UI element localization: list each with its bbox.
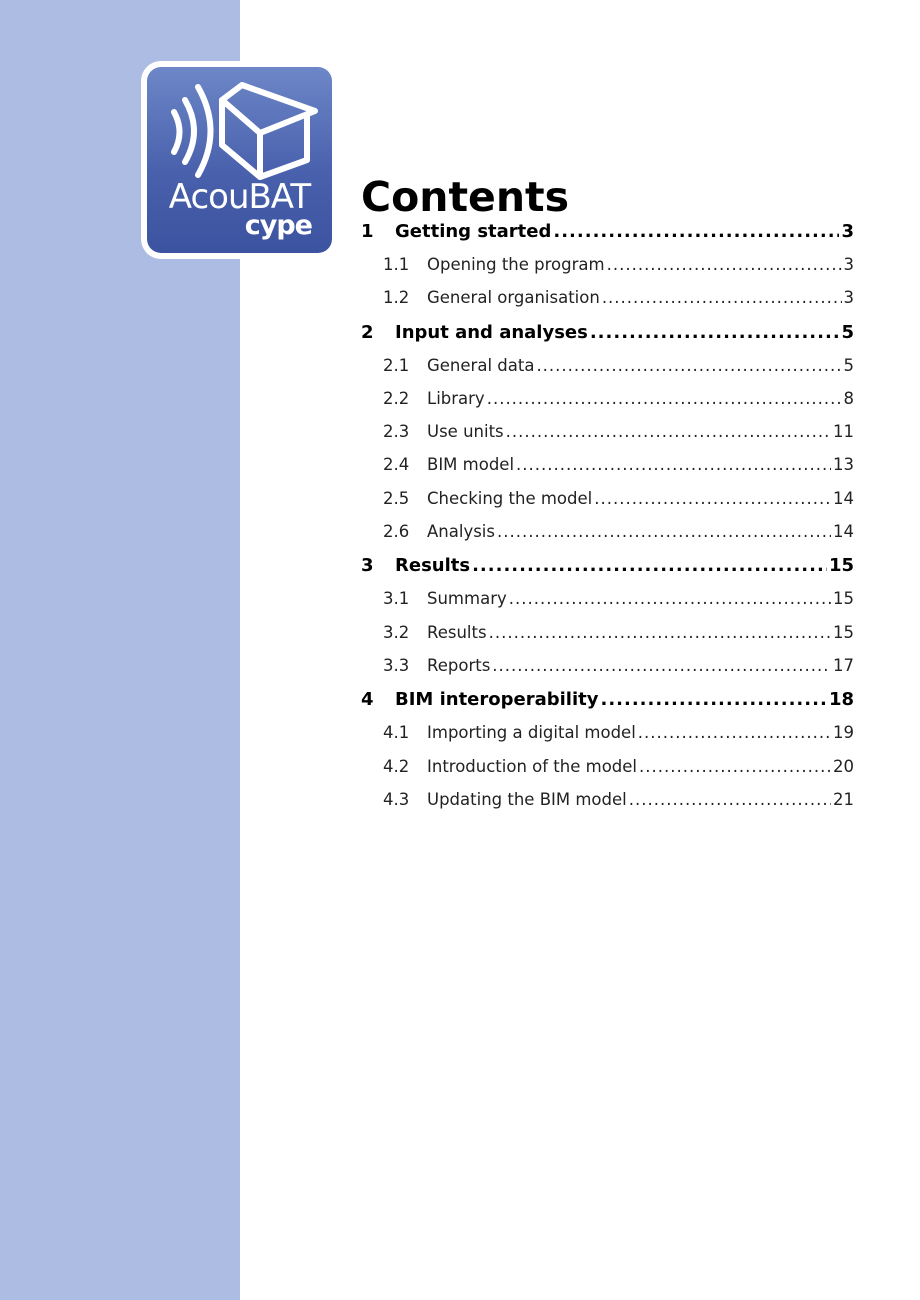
dot-leader xyxy=(489,623,831,642)
toc-chapter-entry[interactable] xyxy=(361,221,854,255)
toc-entry-number: 2.5 xyxy=(383,488,410,508)
toc-entry-number: 3.1 xyxy=(383,589,410,609)
dot-leader xyxy=(497,522,831,541)
toc-entry-number: 2 xyxy=(361,321,374,343)
toc-entry-number: 3.2 xyxy=(383,622,410,642)
toc-chapter-entry[interactable] xyxy=(361,555,854,589)
toc-section-entry[interactable] xyxy=(361,723,854,756)
toc-entry-label[interactable]: Getting started xyxy=(395,221,552,242)
toc-entry-page[interactable]: 14 xyxy=(833,488,854,508)
toc-entry-page[interactable]: 17 xyxy=(833,655,854,675)
toc-entry-label[interactable]: Library xyxy=(427,388,485,408)
toc-section-entry[interactable] xyxy=(361,356,854,389)
toc-entry-number: 4.1 xyxy=(383,723,410,743)
toc-entry-label[interactable]: Importing a digital model xyxy=(427,723,636,743)
toc-entry-page[interactable]: 18 xyxy=(828,689,854,711)
dot-leader xyxy=(607,255,842,274)
toc-section-entry[interactable] xyxy=(361,757,854,790)
dot-leader xyxy=(472,555,827,576)
toc-entry-label[interactable]: Opening the program xyxy=(427,255,605,274)
toc-entry-page[interactable]: 15 xyxy=(828,555,854,577)
toc-section-entry[interactable] xyxy=(361,522,854,555)
dot-leader xyxy=(600,689,826,710)
toc-chapter-entry[interactable] xyxy=(361,322,854,356)
toc-entry-page[interactable]: 14 xyxy=(833,522,854,542)
toc-entry-number: 1.1 xyxy=(383,255,410,274)
toc-entry-page[interactable]: 3 xyxy=(841,221,854,242)
dot-leader xyxy=(594,489,831,508)
toc-entry-number: 4.3 xyxy=(383,789,410,809)
toc-entry-label[interactable]: General data xyxy=(427,355,535,375)
toc-section-entry[interactable] xyxy=(361,623,854,656)
page-title: Contents xyxy=(361,173,570,221)
dot-leader xyxy=(590,322,840,343)
dot-leader xyxy=(602,288,842,307)
toc-entry-label[interactable]: Use units xyxy=(427,422,504,442)
toc-entry-number: 2.6 xyxy=(383,522,410,542)
dot-leader xyxy=(516,455,831,474)
toc-entry-label[interactable]: BIM interoperability xyxy=(395,689,599,711)
dot-leader xyxy=(629,790,831,809)
toc-entry-page[interactable]: 3 xyxy=(843,255,854,274)
toc-entry-label[interactable]: Summary xyxy=(427,589,507,609)
toc-entry-label[interactable]: Analysis xyxy=(427,522,495,542)
dot-leader xyxy=(487,389,842,408)
toc-entry-page[interactable]: 5 xyxy=(841,321,854,343)
toc-entry-page[interactable]: 8 xyxy=(843,388,854,408)
toc-entry-number: 1 xyxy=(361,221,374,242)
table-of-contents xyxy=(361,221,854,823)
toc-entry-page[interactable]: 20 xyxy=(833,756,854,776)
toc-entry-page[interactable]: 3 xyxy=(843,288,854,308)
toc-entry-number: 3.3 xyxy=(383,655,410,675)
toc-entry-page[interactable]: 15 xyxy=(833,622,854,642)
acoubat-logo xyxy=(147,67,332,253)
toc-entry-number: 2.3 xyxy=(383,422,410,442)
logo-brand: cype xyxy=(244,210,312,241)
toc-chapter-entry[interactable] xyxy=(361,689,854,723)
toc-entry-page[interactable]: 11 xyxy=(833,422,854,442)
toc-section-entry[interactable] xyxy=(361,288,854,321)
toc-entry-label[interactable]: Checking the model xyxy=(427,488,593,508)
dot-leader xyxy=(506,422,831,441)
toc-section-entry[interactable] xyxy=(361,455,854,488)
toc-entry-label[interactable]: General organisation xyxy=(427,288,600,308)
toc-entry-label[interactable]: Reports xyxy=(427,655,491,675)
toc-entry-number: 2.1 xyxy=(383,355,410,375)
toc-section-entry[interactable] xyxy=(361,255,854,288)
dot-leader xyxy=(553,221,839,242)
toc-entry-page[interactable]: 13 xyxy=(833,455,854,475)
dot-leader xyxy=(536,356,841,375)
toc-entry-number: 1.2 xyxy=(383,288,410,308)
toc-entry-label[interactable]: BIM model xyxy=(427,455,515,475)
toc-entry-label[interactable]: Introduction of the model xyxy=(427,756,638,776)
toc-section-entry[interactable] xyxy=(361,389,854,422)
toc-entry-number: 4 xyxy=(361,689,374,711)
toc-section-entry[interactable] xyxy=(361,422,854,455)
dot-leader xyxy=(639,757,831,776)
toc-section-entry[interactable] xyxy=(361,656,854,689)
toc-entry-number: 4.2 xyxy=(383,756,410,776)
toc-entry-label[interactable]: Results xyxy=(427,622,487,642)
dot-leader xyxy=(492,656,831,675)
toc-section-entry[interactable] xyxy=(361,790,854,823)
toc-section-entry[interactable] xyxy=(361,589,854,622)
toc-entry-number: 3 xyxy=(361,555,374,577)
toc-section-entry[interactable] xyxy=(361,489,854,522)
toc-entry-page[interactable]: 5 xyxy=(843,355,854,375)
dot-leader xyxy=(509,589,831,608)
toc-entry-number: 2.2 xyxy=(383,388,410,408)
toc-entry-number: 2.4 xyxy=(383,455,410,475)
toc-entry-page[interactable]: 19 xyxy=(833,723,854,743)
toc-entry-label[interactable]: Input and analyses xyxy=(395,321,588,343)
toc-entry-page[interactable]: 21 xyxy=(833,789,854,809)
dot-leader xyxy=(638,723,831,742)
toc-entry-label[interactable]: Updating the BIM model xyxy=(427,789,627,809)
toc-entry-label[interactable]: Results xyxy=(395,555,471,577)
logo-wordmark: AcouBAT xyxy=(168,177,311,217)
toc-entry-page[interactable]: 15 xyxy=(833,589,854,609)
